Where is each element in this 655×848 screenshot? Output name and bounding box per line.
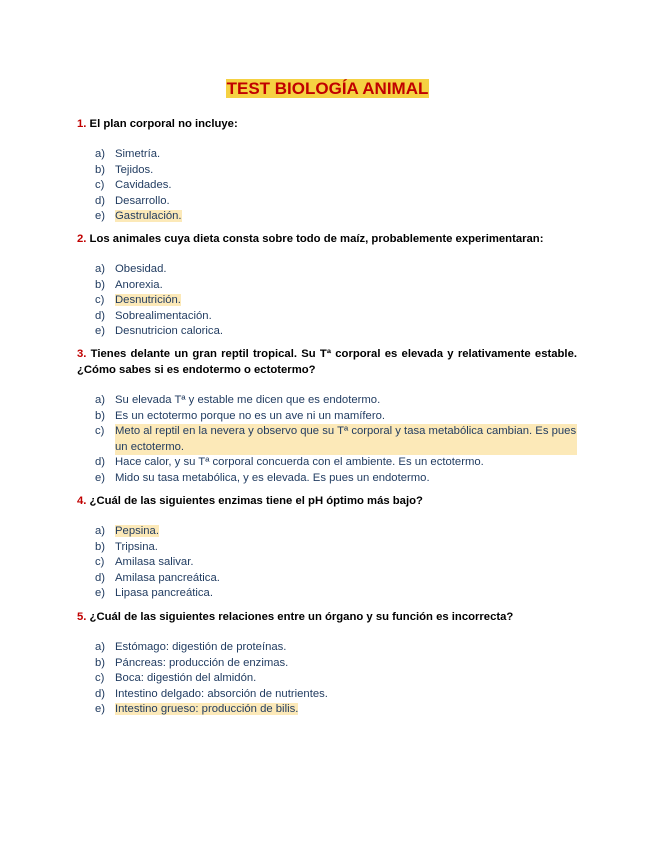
option-letter: d) <box>95 687 106 700</box>
option-letter: d) <box>95 309 106 322</box>
option-text: Lipasa pancreática. <box>115 587 213 600</box>
option-letter: e) <box>95 703 106 716</box>
option-text: Anorexia. <box>115 278 163 291</box>
page-title: TEST BIOLOGÍA ANIMAL <box>226 79 429 98</box>
question-3 <box>77 346 577 487</box>
question-text <box>77 609 577 625</box>
option-text: Tripsina. <box>115 540 158 553</box>
question-number: 2. <box>77 233 87 245</box>
option-text: Sobrealimentación. <box>115 309 212 322</box>
option-c <box>77 178 577 194</box>
options-list <box>77 524 577 602</box>
option-letter: e) <box>95 587 106 600</box>
option-b <box>77 278 577 294</box>
option-text: Desarrollo. <box>115 194 170 207</box>
option-text: Es un ectotermo porque no es un ave ni un mamífero. <box>115 409 386 422</box>
option-letter: b) <box>95 540 106 553</box>
option-c <box>77 424 577 455</box>
option-b <box>77 163 577 179</box>
option-a <box>77 147 577 163</box>
correct-answer-text: Meto al reptil en la nevera y observo que su Tª corporal y tasa metabólica cambian. Es pues un ectotermo. <box>115 424 577 455</box>
correct-answer-text: Pepsina. <box>115 525 159 537</box>
option-d <box>77 309 577 325</box>
question-text <box>77 346 577 378</box>
option-letter: b) <box>95 163 106 176</box>
title-wrapper <box>0 79 655 99</box>
option-letter: c) <box>95 672 105 685</box>
question-number: 1. <box>77 118 87 130</box>
option-letter: c) <box>95 425 105 438</box>
option-letter: e) <box>95 471 106 484</box>
question-prompt: ¿Cuál de las siguientes enzimas tiene el pH óptimo más bajo? <box>86 495 423 507</box>
option-letter: c) <box>95 556 105 569</box>
option-letter: e) <box>95 325 106 338</box>
option-text: Intestino delgado: absorción de nutrientes. <box>115 687 328 700</box>
option-b <box>77 540 577 556</box>
option-letter: a) <box>95 394 106 406</box>
question-text <box>77 231 577 247</box>
option-a <box>77 524 577 540</box>
question-prompt: Los animales cuya dieta consta sobre todo de maíz, probablemente experimentaran: <box>86 233 544 245</box>
option-text: Mido su tasa metabólica, y es elevada. Es pues un endotermo. <box>115 471 430 484</box>
option-letter: d) <box>95 456 106 469</box>
option-d <box>77 194 577 210</box>
question-2 <box>77 231 577 340</box>
question-text <box>77 116 577 132</box>
option-b <box>77 656 577 672</box>
option-letter: d) <box>95 194 106 207</box>
option-letter: a) <box>95 263 106 275</box>
option-e <box>77 702 577 718</box>
options-list <box>77 147 577 225</box>
option-text: Tejidos. <box>115 163 154 176</box>
option-letter: d) <box>95 571 106 584</box>
question-prompt: ¿Cuál de las siguientes relaciones entre un órgano y su función es incorrecta? <box>86 611 514 623</box>
option-letter: e) <box>95 210 106 223</box>
option-b <box>77 409 577 425</box>
option-d <box>77 455 577 471</box>
option-text: Cavidades. <box>115 179 172 192</box>
correct-answer-text: Gastrulación. <box>115 210 182 223</box>
question-number: 5. <box>77 611 87 623</box>
option-letter: a) <box>95 525 106 537</box>
question-5 <box>77 609 577 718</box>
option-text: Obesidad. <box>115 263 167 275</box>
options-list <box>77 393 577 487</box>
option-c <box>77 555 577 571</box>
option-text: Hace calor, y su Tª corporal concuerda con el ambiente. Es un ectotermo. <box>115 456 484 469</box>
question-number: 4. <box>77 495 87 507</box>
option-a <box>77 262 577 278</box>
option-e <box>77 586 577 602</box>
option-a <box>77 640 577 656</box>
options-list <box>77 640 577 718</box>
option-a <box>77 393 577 409</box>
question-number: 3. <box>77 348 87 360</box>
option-text: Amilasa pancreática. <box>115 571 220 584</box>
option-letter: c) <box>95 294 105 307</box>
correct-answer-text: Intestino grueso: producción de bilis. <box>115 703 299 716</box>
option-text: Amilasa salivar. <box>115 556 194 569</box>
question-1 <box>77 116 577 225</box>
option-c <box>77 293 577 309</box>
option-c <box>77 671 577 687</box>
option-d <box>77 687 577 703</box>
correct-answer-text: Desnutrición. <box>115 294 181 307</box>
option-letter: b) <box>95 409 106 422</box>
option-letter: b) <box>95 278 106 291</box>
option-e <box>77 471 577 487</box>
option-text: Su elevada Tª y estable me dicen que es endotermo. <box>115 394 381 406</box>
question-prompt: Tienes delante un gran reptil tropical. Su Tª corporal es elevada y relativamente estable. ¿Cómo sabes si es endotermo o ectotermo? <box>77 348 577 376</box>
option-d <box>77 571 577 587</box>
option-text: Desnutricion calorica. <box>115 325 223 338</box>
option-e <box>77 324 577 340</box>
question-prompt: El plan corporal no incluye: <box>86 118 238 130</box>
option-letter: c) <box>95 179 105 192</box>
option-letter: a) <box>95 148 106 160</box>
question-text <box>77 493 577 509</box>
option-text: Boca: digestión del almidón. <box>115 672 257 685</box>
option-text: Simetría. <box>115 148 161 160</box>
question-4 <box>77 493 577 602</box>
option-letter: a) <box>95 641 106 653</box>
options-list <box>77 262 577 340</box>
option-text: Estómago: digestión de proteínas. <box>115 641 287 653</box>
option-text: Páncreas: producción de enzimas. <box>115 656 289 669</box>
option-e <box>77 209 577 225</box>
option-letter: b) <box>95 656 106 669</box>
